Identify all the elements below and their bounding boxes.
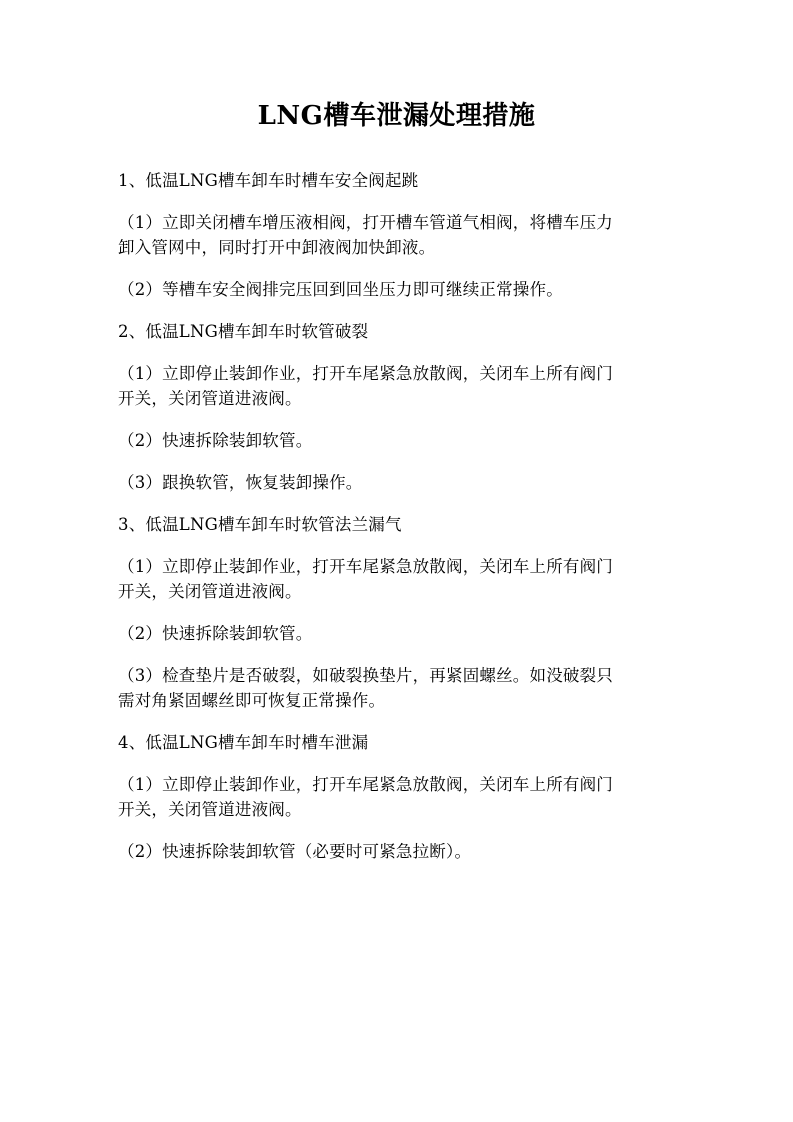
paragraph-line: （2）快速拆除装卸软管（必要时可紧急拉断）。: [118, 842, 472, 861]
paragraph: [118, 210, 678, 260]
paragraph-line: （1）立即停止装卸作业，打开车尾紧急放散阀，关闭车上所有阀门: [118, 557, 613, 576]
paragraph-line: （1）立即停止装卸作业，打开车尾紧急放散阀，关闭车上所有阀门: [118, 775, 613, 794]
paragraph-line: （2）快速拆除装卸软管。: [118, 431, 313, 450]
paragraph-line: 需对角紧固螺丝即可恢复正常操作。: [118, 691, 386, 710]
paragraph-line: 开关，关闭管道进液阀。: [118, 582, 302, 601]
paragraph: [118, 428, 678, 453]
paragraph-line: （1）立即关闭槽车增压液相阀，打开槽车管道气相阀，将槽车压力: [118, 213, 613, 232]
paragraph: [118, 470, 678, 495]
paragraph: [118, 663, 678, 713]
paragraph-line: （3）跟换软管，恢复装卸操作。: [118, 473, 363, 492]
section-heading: 2、低温LNG槽车卸车时软管破裂: [118, 322, 369, 341]
paragraph: [118, 277, 678, 302]
paragraph-line: 开关，关闭管道进液阀。: [118, 800, 302, 819]
paragraph: [118, 621, 678, 646]
paragraph-line: （1）立即停止装卸作业，打开车尾紧急放散阀，关闭车上所有阀门: [118, 364, 613, 383]
paragraph-line: （2）快速拆除装卸软管。: [118, 624, 313, 643]
paragraph: [118, 772, 678, 822]
paragraph: [118, 554, 678, 604]
paragraph: [118, 839, 678, 864]
paragraph-line: （3）检查垫片是否破裂，如破裂换垫片，再紧固螺丝。如没破裂只: [118, 666, 613, 685]
section-heading: 3、低温LNG槽车卸车时软管法兰漏气: [118, 515, 402, 534]
section-heading: 4、低温LNG槽车卸车时槽车泄漏: [118, 733, 369, 752]
document-title: LNG槽车泄漏处理措施: [257, 101, 536, 131]
paragraph: [118, 361, 678, 411]
paragraph-line: 卸入管网中，同时打开中卸液阀加快卸液。: [118, 238, 436, 257]
document-body: [118, 168, 678, 881]
section-heading: 1、低温LNG槽车卸车时槽车安全阀起跳: [118, 171, 419, 190]
paragraph-line: 开关，关闭管道进液阀。: [118, 389, 302, 408]
paragraph-line: （2）等槽车安全阀排完压回到回坐压力即可继续正常操作。: [118, 280, 563, 299]
